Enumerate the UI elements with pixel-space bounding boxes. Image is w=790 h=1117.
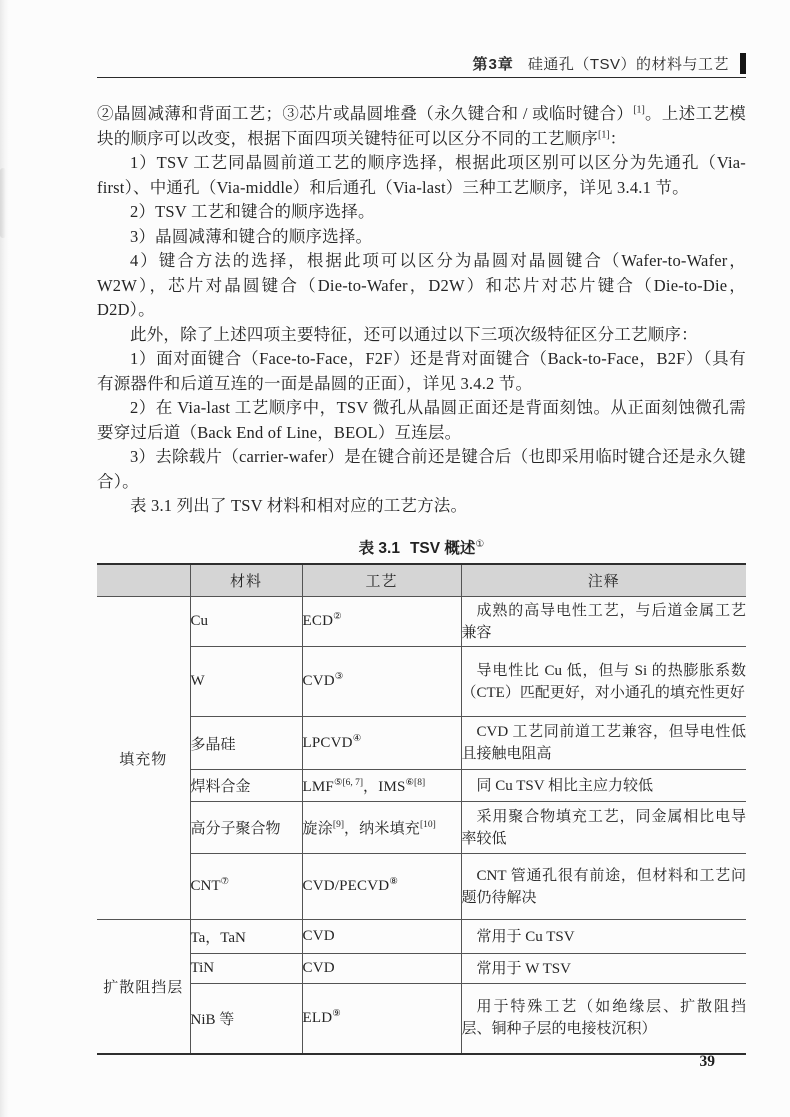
process-cell: [302, 920, 461, 954]
material-text: 多晶硅: [190, 736, 236, 753]
process-text: ，IMS: [363, 779, 406, 795]
process-text: CVD: [302, 673, 335, 689]
paragraph-text: ②晶圆减薄和背面工艺；③芯片或晶圆堆叠（永久键合和 / 或临时键合）: [97, 104, 634, 123]
material-cell: [190, 984, 302, 1054]
note-cell: 成熟的高导电性工艺，与后道金属工艺兼容: [461, 597, 746, 647]
group-cell-fill: 填充物: [97, 597, 190, 920]
column-header-material: 材料: [190, 564, 302, 597]
sub-list-item-1: 1）面对面键合（Face-to-Face，F2F）还是背对面键合（Back-to-Face，B2F）（具有有源器件和后道互连的一面是晶圆的正面），详见 3.4.2 节。: [97, 349, 746, 393]
paragraph-table-lead: 表 3.1 列出了 TSV 材料和相对应的工艺方法。: [130, 496, 468, 515]
table-caption: [97, 536, 746, 560]
note-cell: CVD 工艺同前道工艺兼容，但导电性低且接触电阻高: [461, 717, 746, 770]
note-cell: CNT 管通孔很有前途，但材料和工艺问题仍待解决: [461, 854, 746, 920]
process-cell: [302, 597, 461, 647]
material-text: TiN: [190, 960, 215, 976]
note-cell: 常用于 W TSV: [461, 954, 746, 984]
footnote-ref: ⑧: [389, 877, 398, 887]
footnote-ref: ⑨: [332, 1008, 341, 1019]
running-head: [97, 0, 746, 78]
paragraph-continuation: [97, 102, 746, 151]
table-row: [97, 984, 746, 1054]
running-head-line: [97, 52, 746, 74]
process-cell: [302, 984, 461, 1054]
table-caption-label: 表 3.1: [358, 539, 400, 557]
process-text: CVD: [302, 928, 335, 944]
footnote-ref: ⑥[8]: [405, 778, 426, 788]
process-text: LMF: [302, 779, 334, 795]
paragraph-secondary-intro: 此外，除了上述四项主要特征，还可以通过以下三项次级特征区分工艺顺序：: [130, 324, 698, 344]
footnote-ref: ④: [352, 733, 362, 744]
header-rule: [97, 77, 746, 78]
note-cell: 采用聚合物填充工艺，同金属相比电导率较低: [461, 802, 746, 854]
citation-ref: [1]: [633, 104, 645, 116]
material-cell: [190, 854, 302, 920]
process-cell: [302, 647, 461, 717]
material-cell: [190, 597, 302, 647]
footnote-ref: ③: [334, 672, 344, 682]
process-cell: [302, 770, 461, 802]
material-cell: [190, 802, 302, 854]
table-header-row: [97, 564, 746, 597]
group-cell-barrier: 扩散阻挡层: [97, 920, 190, 1054]
material-text: 焊料合金: [190, 779, 251, 795]
list-item-4: 4）键合方法的选择，根据此项可以区分为晶圆对晶圆键合（Wafer-to-Wafer，W2W），芯片对晶圆键合（Die-to-Wafer，D2W）和芯片对芯片键合（Die-to-Die，D2D）。: [97, 251, 746, 319]
note-cell: 导电性比 Cu 低，但与 Si 的热膨胀系数（CTE）匹配更好，对小通孔的填充性更好: [461, 647, 746, 717]
table-row: [97, 854, 746, 920]
note-cell: 用于特殊工艺（如绝缘层、扩散阻挡层、铜种子层的电接枝沉积）: [461, 984, 746, 1054]
footnote-ref: ⑤[6, 7]: [333, 778, 364, 788]
paragraph-text: ：: [609, 128, 627, 148]
process-cell: [302, 717, 461, 770]
material-cell: [190, 920, 302, 954]
column-header-process: 工艺: [302, 564, 461, 597]
chapter-number: 第3章: [472, 55, 514, 73]
process-text: 旋涂: [302, 821, 333, 837]
material-cell: [190, 954, 302, 984]
material-text: Cu: [190, 613, 209, 629]
chapter-title: 硅通孔（TSV）的材料与工艺: [527, 55, 729, 73]
table-row: [97, 647, 746, 717]
table-header-group-empty: [97, 564, 190, 597]
scan-edge-smudge: [0, 168, 6, 238]
process-cell: [302, 954, 461, 984]
table-row: [97, 770, 746, 802]
note-cell: 同 Cu TSV 相比主应力较低: [461, 770, 746, 802]
material-text: NiB 等: [190, 1011, 235, 1028]
footnote-ref: [10]: [420, 820, 436, 830]
list-item-1: 1）TSV 工艺同晶圆前道工艺的顺序选择，根据此项区别可以区分为先通孔（Via-first）、中通孔（Via-middle）和后通孔（Via-last）三种工艺顺序，详见 3.4.1 节。: [97, 153, 746, 197]
material-text: CNT: [190, 878, 221, 894]
material-cell: [190, 647, 302, 717]
sub-list-item-2: 2）在 Via-last 工艺顺序中，TSV 微孔从晶圆正面还是背面刻蚀。从正面刻蚀微孔需要穿过后道（Back End of Line，BEOL）互连层。: [97, 398, 746, 442]
list-item-3: 3）晶圆减薄和键合的顺序选择。: [130, 226, 373, 246]
process-text: ELD: [302, 1009, 333, 1026]
paragraph-text: 。上述工艺模块的顺序可以改变，根据下面四项关键特征可以区分不同的工艺顺序: [97, 104, 746, 148]
process-cell: [302, 854, 461, 920]
tsv-overview-table: [97, 563, 746, 1055]
table-row: [97, 717, 746, 770]
list-item-2: 2）TSV 工艺和键合的顺序选择。: [130, 202, 375, 221]
material-text: Ta，TaN: [190, 930, 246, 946]
table-row: [97, 802, 746, 854]
process-text: CVD/PECVD: [302, 878, 390, 894]
process-text: ，纳米填充: [343, 821, 420, 837]
column-header-note: 注释: [461, 564, 746, 597]
table-row: [97, 597, 746, 647]
body-text: [97, 102, 746, 519]
table-row: [97, 954, 746, 984]
table-row: [97, 920, 746, 954]
process-text: CVD: [302, 960, 335, 976]
process-text: LPCVD: [302, 734, 353, 751]
citation-ref: [1]: [598, 129, 610, 140]
process-cell: [302, 802, 461, 854]
material-text: W: [190, 673, 205, 689]
material-text: 高分子聚合物: [190, 821, 281, 837]
footnote-ref: ⑦: [220, 877, 230, 887]
note-cell: 常用于 Cu TSV: [461, 920, 746, 954]
material-cell: [190, 717, 302, 770]
process-text: ECD: [302, 613, 334, 629]
material-cell: [190, 770, 302, 802]
footnote-ref: [9]: [332, 820, 344, 830]
footnote-ref: ②: [333, 612, 342, 622]
sub-list-item-3: 3）去除载片（carrier-wafer）是在键合前还是键合后（也即采用临时键合还是永久键合）。: [97, 447, 746, 491]
page-number: 39: [699, 1053, 715, 1070]
header-accent-bar: [740, 53, 746, 74]
table-caption-title: TSV 概述: [409, 539, 476, 557]
table-caption-footnote-ref: ①: [475, 538, 485, 550]
